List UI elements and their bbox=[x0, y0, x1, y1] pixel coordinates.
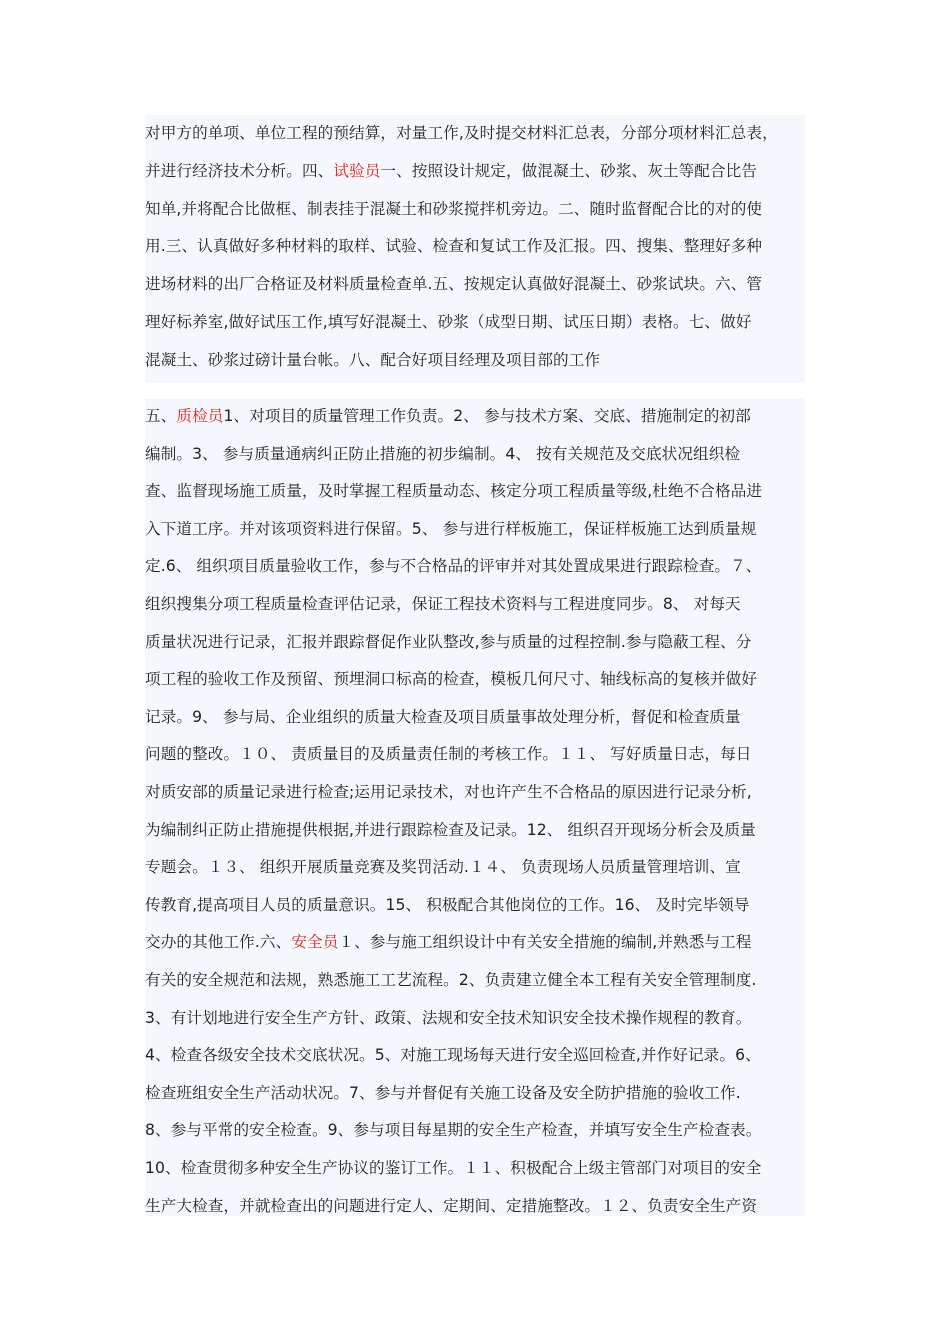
text-line bbox=[145, 312, 751, 332]
text-line bbox=[145, 782, 752, 802]
text-segment: 传教育,提高项目人员的质量意识。15、 积极配合其他岗位的工作。16、 及时完毕领导 bbox=[145, 895, 750, 914]
text-segment: 知单,并将配合比做框、制表挂于混凝土和砂浆搅拌机旁边。二、随时监督配合比的对的使 bbox=[145, 199, 763, 218]
text-line bbox=[145, 1120, 761, 1140]
text-segment: 并进行经济技术分析。四、 bbox=[145, 161, 334, 180]
text-line bbox=[145, 406, 751, 426]
text-segment: 检查班组安全生产活动状况。7、参与并督促有关施工设备及安全防护措施的验收工作. bbox=[145, 1083, 741, 1102]
text-line bbox=[145, 895, 750, 915]
text-segment: 混凝土、砂浆过磅计量台帐。八、配合好项目经理及项目部的工作 bbox=[145, 350, 601, 369]
text-segment: 组织搜集分项工程质量检查评估记录，保证工程技术资料与工程进度同步。8、 对每天 bbox=[145, 595, 741, 613]
text-segment: 理好标养室,做好试压工作,填写好混凝土、砂浆（成型日期、试压日期）表格。七、做好 bbox=[145, 313, 752, 331]
text-line bbox=[145, 161, 757, 181]
text-segment: 3、有计划地进行安全生产方针、政策、法规和安全技术知识安全技术操作规程的教育。 bbox=[145, 1008, 752, 1027]
text-segment: 专题会。１３、 组织开展质量竞赛及奖罚活动.１４、 负责现场人员质量管理培训、宣 bbox=[145, 858, 741, 877]
text-line bbox=[145, 519, 756, 539]
text-segment: 对质安部的质量记录进行检查;运用记录技术，对也许产生不合格品的原因进行记录分析, bbox=[145, 783, 752, 801]
text-line bbox=[145, 857, 741, 877]
text-segment: 质量状况进行记录，汇报并跟踪督促作业队整改,参与质量的过程控制.参与隐蔽工程、分 bbox=[145, 632, 752, 651]
text-line bbox=[145, 274, 762, 294]
text-line bbox=[145, 1083, 741, 1103]
text-segment: 有关的安全规范和法规，熟悉施工工艺流程。2、负责建立健全本工程有关安全管理制度. bbox=[145, 971, 757, 989]
text-block-testing-staff bbox=[145, 115, 805, 383]
text-line bbox=[145, 744, 751, 764]
text-segment: 项工程的验收工作及预留、预埋洞口标高的检查，模板几何尺寸、轴线标高的复核并做好 bbox=[145, 670, 758, 689]
text-line bbox=[145, 707, 741, 727]
text-line bbox=[145, 1045, 761, 1065]
text-line bbox=[145, 1158, 761, 1178]
role-title: 安全员 bbox=[291, 933, 339, 952]
text-segment: 定.6、 组织项目质量验收工作，参与不合格品的评审并对其处置成果进行跟踪检查。７、 bbox=[145, 557, 762, 576]
text-line bbox=[145, 932, 752, 952]
text-line bbox=[145, 236, 762, 256]
text-line bbox=[145, 970, 756, 990]
text-segment: 问题的整改。１０、 责质量目的及质量责任制的考核工作。１１、 写好质量日志，每日 bbox=[145, 745, 752, 764]
text-segment: 五、 bbox=[145, 407, 177, 425]
text-segment: 查、监督现场施工质量，及时掌握工程质量动态、核定分项工程质量等级,杜绝不合格品进 bbox=[145, 482, 763, 501]
text-segment: 1、对项目的质量管理工作负责。2、 参与技术方案、交底、措施制定的初部 bbox=[223, 407, 751, 425]
text-block-quality-safety-staff bbox=[145, 398, 805, 1216]
text-segment: 记录。9、 参与局、企业组织的质量大检查及项目质量事故处理分析，督促和检查质量 bbox=[145, 707, 741, 726]
text-line bbox=[145, 1196, 757, 1216]
text-segment: 8、参与平常的安全检查。9、参与项目每星期的安全生产检查，并填写安全生产检查表。 bbox=[145, 1121, 762, 1140]
text-line bbox=[145, 820, 756, 840]
text-line bbox=[145, 481, 762, 501]
text-line bbox=[145, 444, 740, 464]
text-segment: 编制。3、 参与质量通病纠正防止措施的初步编制。4、 按有关规范及交底状况组织检 bbox=[145, 444, 741, 463]
role-title: 质检员 bbox=[176, 407, 224, 425]
text-segment: 入下道工序。并对该项资料进行保留。5、 参与进行样板施工，保证样板施工达到质量规 bbox=[145, 519, 757, 538]
text-line bbox=[145, 632, 751, 652]
text-line bbox=[145, 199, 762, 219]
text-line bbox=[145, 1008, 751, 1028]
text-segment: 4、检查各级安全技术交底状况。5、对施工现场每天进行安全巡回检查,并作好记录。6、 bbox=[145, 1046, 761, 1065]
text-segment: 一、按照设计规定，做混凝土、砂浆、灰土等配合比告 bbox=[380, 161, 758, 180]
text-line bbox=[145, 556, 762, 576]
text-segment: 生产大检查，并就检查出的问题进行定人、定期间、定措施整改。１２、负责安全生产资 bbox=[145, 1196, 758, 1215]
text-segment: 10、检查贯彻多种安全生产协议的鉴订工作。１１、积极配合上级主管部门对项目的安全 bbox=[145, 1159, 762, 1177]
role-title: 试验员 bbox=[333, 161, 381, 180]
text-line bbox=[145, 350, 600, 370]
text-segment: １、参与施工组织设计中有关安全措施的编制,并熟悉与工程 bbox=[338, 933, 752, 952]
text-segment: 进场材料的出厂合格证及材料质量检查单.五、按规定认真做好混凝土、砂浆试块。六、管 bbox=[145, 275, 763, 294]
text-segment: 为编制纠正防止措施提供根据,并进行跟踪检查及记录。12、 组织召开现场分析会及质量 bbox=[145, 820, 756, 839]
text-line bbox=[145, 669, 757, 689]
text-segment: 交办的其他工作.六、 bbox=[145, 933, 292, 952]
text-line bbox=[145, 594, 741, 614]
text-line bbox=[145, 123, 778, 143]
text-segment: 用.三、认真做好多种材料的取样、试验、检查和复试工作及汇报。四、搜集、整理好多种 bbox=[145, 237, 763, 256]
text-segment: 对甲方的单项、单位工程的预结算，对量工作,及时提交材料汇总表，分部分项材料汇总表， bbox=[145, 124, 778, 142]
